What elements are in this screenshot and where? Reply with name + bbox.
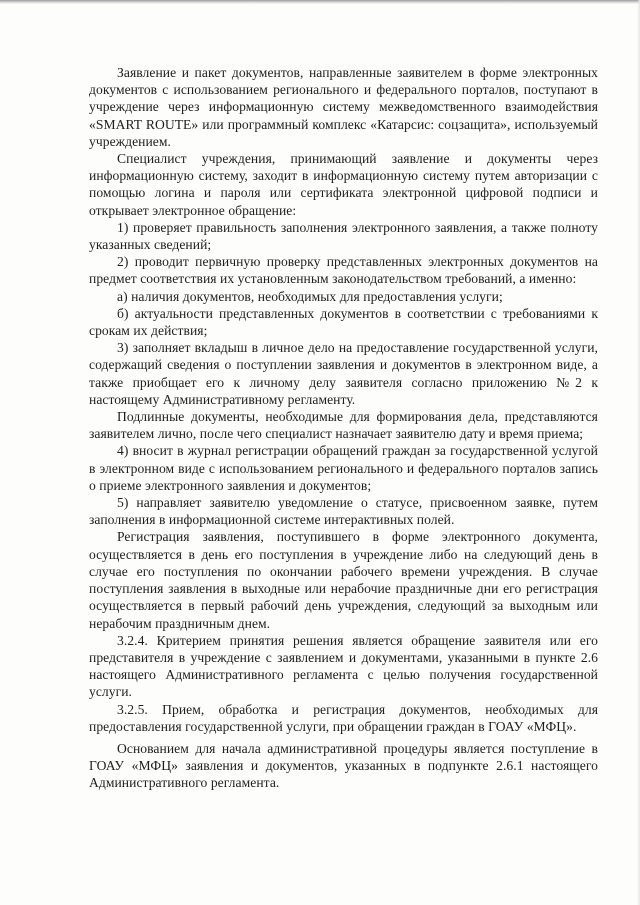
scan-top-edge: [0, 0, 640, 4]
paragraph-step-2: 2) проводит первичную проверку представленных электронных документов на предмет соответствия их установленным законодательством требований, а именно:: [89, 254, 598, 287]
paragraph-step-4: 4) вносит в журнал регистрации обращений граждан за государственной услугой в электронном виде с использованием регионального и федерального порталов запись о приеме электронного заявления и документов;: [89, 443, 598, 493]
paragraph-original-documents: Подлинные документы, необходимые для формирования дела, представляются заявителем лично, после чего специалист назначает заявителю дату и время приема;: [89, 409, 598, 442]
paragraph-section-3-2-4: 3.2.4. Критерием принятия решения является обращение заявителя или его представителя в учреждение с заявлением и документами, указанными в пункте 2.6 настоящего Административного регламента с целью получения государственной услуги.: [89, 632, 598, 700]
paragraph-step-2a: а) наличия документов, необходимых для предоставления услуги;: [117, 288, 503, 304]
paragraph-specialist-login: Специалист учреждения, принимающий заявление и документы через информационную систему, заходит в информационную систему путем авторизации с помощью логина и пароля или сертификата электронной цифровой подписи и открывает электронное обращение:: [89, 151, 598, 218]
paragraph-registration: Регистрация заявления, поступившего в форме электронного документа, осуществляется в день его поступления в учреждение либо на следующий день в случае его поступления по окончании рабочего времени учреждения. В случае поступления заявления в выходные или нерабочие праздничные дни его регистрация осуществляется в первый рабочий день учреждения, следующий за выходным или нерабочим праздничным днем.: [89, 529, 598, 631]
paragraph-step-2b: б) актуальности представленных документов в соответствии с требованиями к срокам их действия;: [89, 305, 598, 339]
paragraph-step-1: 1) проверяет правильность заполнения электронного заявления, а также полноту указанных сведений;: [89, 219, 598, 253]
paragraph-electronic-submission: Заявление и пакет документов, направленные заявителем в форме электронных документов с использованием регионального и федерального порталов, поступают в учреждение через информационную систему межведомственного взаимодействия «SMART ROUTE» или программный комплекс «Катарсис: соцзащита», используемый учреждением.: [89, 65, 598, 149]
document-body: [89, 64, 598, 792]
paragraph-step-3: 3) заполняет вкладыш в личное дело на предоставление государственной услуги, содержащий сведения о поступлении заявления и документов в электронном виде, а также приобщает его к личному делу заявителя согласно приложению №2 к настоящему Административному регламенту.: [89, 340, 598, 407]
paragraph-procedure-basis: Основанием для начала административной процедуры является поступление в ГОАУ «МФЦ» заявления и документов, указанных в подпункте 2.6.1 настоящего Административного регламента.: [89, 740, 598, 791]
paragraph-section-3-2-5: 3.2.5. Прием, обработка и регистрация документов, необходимых для предоставления государственной услуги, при обращении граждан в ГОАУ «МФЦ».: [89, 701, 598, 734]
paragraph-step-5: 5) направляет заявителю уведомление о статусе, присвоенном заявке, путем заполнения в информационной системе интерактивных полей.: [89, 495, 598, 528]
